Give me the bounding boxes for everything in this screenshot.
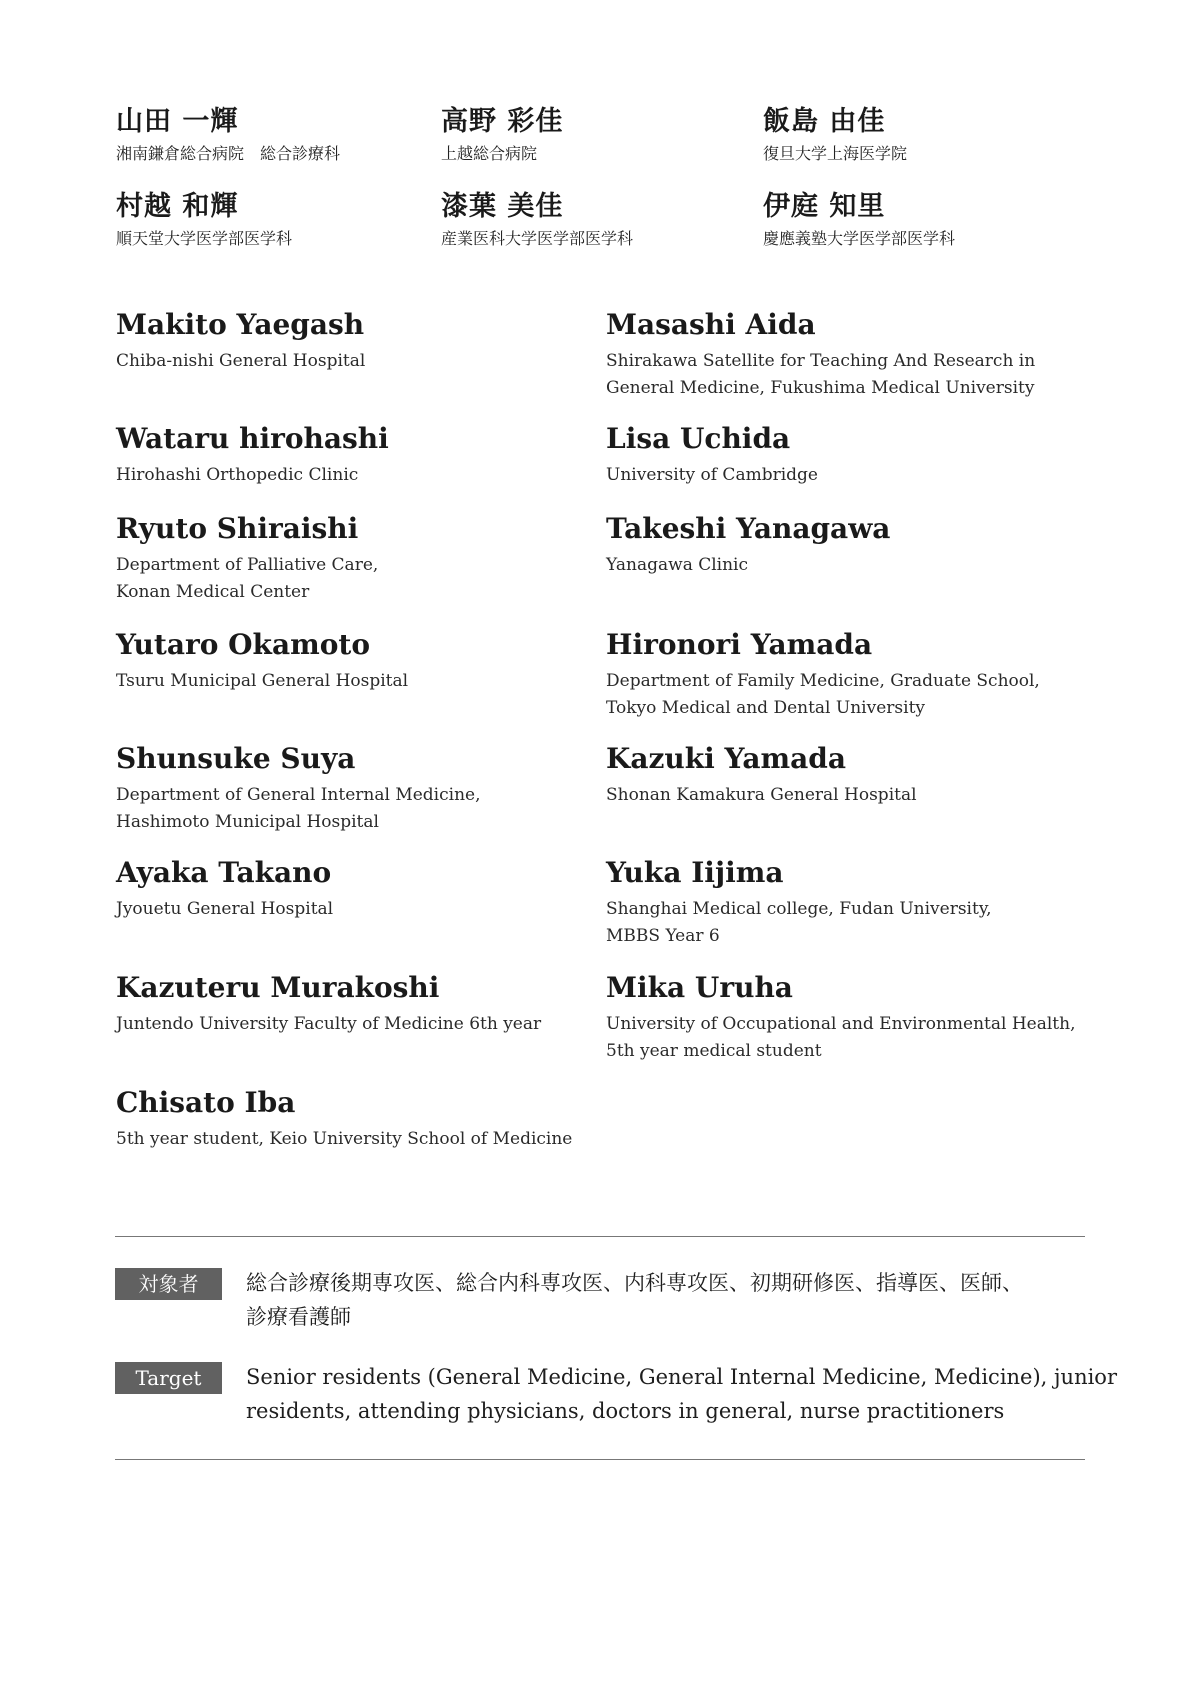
en-person bbox=[606, 628, 1076, 722]
affiliation-line: Juntendo University Faculty of Medicine 6th year bbox=[116, 1014, 542, 1034]
affiliation-line: Shanghai Medical college, Fudan University, bbox=[606, 899, 992, 919]
person-affiliation: 慶應義塾大学医学部医学科 bbox=[763, 229, 956, 248]
affiliation-line: Department of Family Medicine, Graduate School, bbox=[606, 671, 1040, 691]
target-jp-text bbox=[246, 1266, 1046, 1334]
en-person bbox=[116, 742, 586, 836]
person-name: Ryuto Shiraishi bbox=[116, 512, 359, 545]
target-en-text bbox=[246, 1360, 1117, 1428]
affiliation-line: General Medicine, Fukushima Medical University bbox=[606, 378, 1035, 398]
person-name: Yutaro Okamoto bbox=[116, 628, 371, 661]
person-name: Kazuteru Murakoshi bbox=[116, 971, 440, 1004]
en-person bbox=[116, 971, 586, 1038]
affiliation-line: Hashimoto Municipal Hospital bbox=[116, 812, 379, 832]
person-name: 飯島 由佳 bbox=[763, 106, 886, 137]
affiliation-line: Konan Medical Center bbox=[116, 582, 310, 602]
person-name: Chisato Iba bbox=[116, 1086, 296, 1119]
target-jp-line: 診療看護師 bbox=[246, 1305, 351, 1329]
person-name: 伊庭 知里 bbox=[763, 191, 886, 222]
affiliation-line: Department of General Internal Medicine, bbox=[116, 785, 481, 805]
affiliation-line: Jyouetu General Hospital bbox=[116, 899, 334, 919]
person-name: Lisa Uchida bbox=[606, 422, 791, 455]
jp-person bbox=[116, 191, 292, 249]
affiliation-line: Department of Palliative Care, bbox=[116, 555, 379, 575]
en-person bbox=[606, 971, 1076, 1065]
target-jp-tag: 対象者 bbox=[115, 1268, 222, 1300]
affiliation-line: 5th year student, Keio University School of Medicine bbox=[116, 1129, 573, 1149]
jp-person bbox=[116, 106, 340, 164]
jp-person bbox=[441, 191, 633, 249]
jp-person bbox=[763, 191, 955, 249]
affiliation-line: Tokyo Medical and Dental University bbox=[606, 698, 925, 718]
person-affiliation bbox=[606, 1011, 1076, 1065]
person-affiliation bbox=[116, 462, 586, 489]
person-name: Wataru hirohashi bbox=[116, 422, 389, 455]
person-name: Kazuki Yamada bbox=[606, 742, 846, 775]
en-person bbox=[116, 512, 586, 606]
person-name: 高野 彩佳 bbox=[441, 106, 564, 137]
en-person bbox=[606, 308, 1076, 402]
en-person bbox=[606, 422, 1076, 489]
target-en-line: residents, attending physicians, doctors in general, nurse practitioners bbox=[246, 1399, 1005, 1423]
person-affiliation bbox=[116, 1126, 586, 1153]
affiliation-line: Chiba-nishi General Hospital bbox=[116, 351, 366, 371]
en-person bbox=[116, 856, 586, 923]
affiliation-line: Tsuru Municipal General Hospital bbox=[116, 671, 409, 691]
person-name: Makito Yaegash bbox=[116, 308, 365, 341]
person-affiliation bbox=[606, 552, 1076, 579]
target-en-line: Senior residents (General Medicine, General Internal Medicine, Medicine), junior bbox=[246, 1365, 1117, 1389]
en-person bbox=[116, 422, 586, 489]
person-name: Shunsuke Suya bbox=[116, 742, 356, 775]
person-affiliation: 湘南鎌倉総合病院 総合診療科 bbox=[116, 144, 341, 163]
person-affiliation bbox=[116, 896, 586, 923]
jp-person bbox=[763, 106, 907, 164]
affiliation-line: Shonan Kamakura General Hospital bbox=[606, 785, 917, 805]
person-name: Masashi Aida bbox=[606, 308, 816, 341]
affiliation-line: Shirakawa Satellite for Teaching And Research in bbox=[606, 351, 1036, 371]
person-affiliation: 復旦大学上海医学院 bbox=[763, 144, 908, 163]
person-name: Mika Uruha bbox=[606, 971, 793, 1004]
person-affiliation: 産業医科大学医学部医学科 bbox=[441, 229, 634, 248]
person-affiliation bbox=[116, 668, 586, 695]
person-affiliation bbox=[116, 348, 586, 375]
person-affiliation: 上越総合病院 bbox=[441, 144, 538, 163]
person-affiliation: 順天堂大学医学部医学科 bbox=[116, 229, 293, 248]
affiliation-line: Yanagawa Clinic bbox=[606, 555, 749, 575]
person-affiliation bbox=[606, 668, 1076, 722]
affiliation-line: Hirohashi Orthopedic Clinic bbox=[116, 465, 359, 485]
person-affiliation bbox=[606, 896, 1076, 950]
person-name: 漆葉 美佳 bbox=[441, 191, 564, 222]
person-name: Takeshi Yanagawa bbox=[606, 512, 891, 545]
person-name: 村越 和輝 bbox=[116, 191, 239, 222]
en-person bbox=[606, 512, 1076, 579]
divider-bottom bbox=[115, 1459, 1085, 1460]
affiliation-line: University of Occupational and Environmental Health, bbox=[606, 1014, 1076, 1034]
affiliation-line: 5th year medical student bbox=[606, 1041, 822, 1061]
en-person bbox=[606, 856, 1076, 950]
person-affiliation bbox=[606, 782, 1076, 809]
en-person bbox=[116, 628, 586, 695]
en-person bbox=[116, 308, 586, 375]
person-name: Yuka Iijima bbox=[606, 856, 784, 889]
affiliation-line: University of Cambridge bbox=[606, 465, 818, 485]
affiliation-line: MBBS Year 6 bbox=[606, 926, 720, 946]
target-en-tag: Target bbox=[115, 1362, 222, 1394]
target-jp-line: 総合診療後期専攻医、総合内科専攻医、内科専攻医、初期研修医、指導医、医師、 bbox=[246, 1271, 1023, 1295]
person-name: Ayaka Takano bbox=[116, 856, 332, 889]
en-person bbox=[606, 742, 1076, 809]
en-person bbox=[116, 1086, 586, 1153]
person-name: 山田 一輝 bbox=[116, 106, 239, 137]
person-affiliation bbox=[116, 552, 586, 606]
jp-person bbox=[441, 106, 563, 164]
divider-top bbox=[115, 1236, 1085, 1237]
person-affiliation bbox=[606, 462, 1076, 489]
person-affiliation bbox=[606, 348, 1076, 402]
person-affiliation bbox=[116, 782, 586, 836]
person-affiliation bbox=[116, 1011, 586, 1038]
person-name: Hironori Yamada bbox=[606, 628, 873, 661]
